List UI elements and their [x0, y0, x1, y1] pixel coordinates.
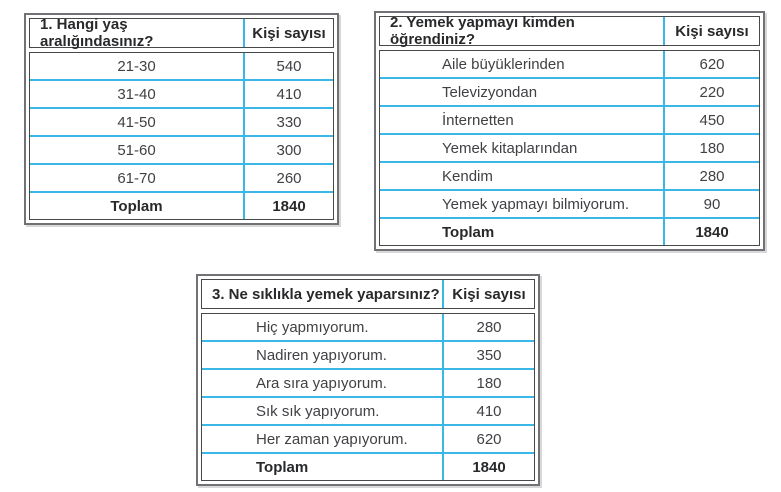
- row-label: 41-50: [117, 113, 156, 131]
- row-value: 350: [442, 342, 534, 368]
- table-row: [380, 161, 759, 189]
- table-header-row: [29, 18, 334, 48]
- row-label: 61-70: [117, 169, 156, 187]
- table-header-row: [379, 16, 760, 46]
- table-row: [202, 396, 534, 424]
- table-row: [30, 53, 333, 79]
- table-row: [202, 368, 534, 396]
- table-body: [201, 313, 535, 481]
- row-value: 330: [243, 109, 333, 135]
- total-row: [30, 191, 333, 219]
- row-value: 280: [442, 314, 534, 340]
- table-body: [379, 50, 760, 246]
- row-label: Nadiren yapıyorum.: [256, 346, 387, 364]
- row-label: 31-40: [117, 85, 156, 103]
- row-label: 21-30: [117, 57, 156, 75]
- row-value: 260: [243, 165, 333, 191]
- table-row: [380, 51, 759, 77]
- table-row: [30, 135, 333, 163]
- total-row: [202, 452, 534, 480]
- total-value: 1840: [663, 219, 759, 245]
- row-value: 180: [663, 135, 759, 161]
- row-value: 540: [243, 53, 333, 79]
- table-cooking-frequency: [196, 274, 540, 486]
- row-label: 51-60: [117, 141, 156, 159]
- row-label: Televizyondan: [442, 83, 538, 101]
- table-row: [202, 424, 534, 452]
- count-column-header: Kişi sayısı: [243, 19, 333, 47]
- row-value: 450: [663, 107, 759, 133]
- table-row: [380, 189, 759, 217]
- table-row: [380, 105, 759, 133]
- table-row: [30, 163, 333, 191]
- row-label: İnternetten: [442, 111, 514, 129]
- row-label: Sık sık yapıyorum.: [256, 402, 380, 420]
- total-label: Toplam: [110, 197, 163, 215]
- row-label: Her zaman yapıyorum.: [256, 430, 408, 448]
- table-title: 3. Ne sıklıkla yemek yaparsınız?: [212, 285, 440, 303]
- row-value: 300: [243, 137, 333, 163]
- total-label: Toplam: [256, 458, 309, 476]
- row-value: 220: [663, 79, 759, 105]
- table-row: [380, 77, 759, 105]
- table-row: [30, 79, 333, 107]
- table-row: [380, 133, 759, 161]
- row-label: Hiç yapmıyorum.: [256, 318, 369, 336]
- row-label: Kendim: [442, 167, 493, 185]
- row-value: 620: [442, 426, 534, 452]
- row-value: 90: [663, 191, 759, 217]
- row-value: 180: [442, 370, 534, 396]
- row-value: 280: [663, 163, 759, 189]
- table-title: 2. Yemek yapmayı kimden öğrendiniz?: [390, 14, 575, 48]
- table-body: [29, 52, 334, 220]
- count-column-header: Kişi sayısı: [442, 280, 534, 308]
- row-value: 410: [243, 81, 333, 107]
- row-label: Yemek yapmayı bilmiyorum.: [442, 195, 630, 213]
- row-value: 620: [663, 51, 759, 77]
- total-value: 1840: [442, 454, 534, 480]
- row-label: Yemek kitaplarından: [442, 139, 578, 157]
- table-title: 1. Hangi yaş aralığındasınız?: [40, 16, 154, 50]
- row-label: Aile büyüklerinden: [442, 55, 565, 73]
- table-header-row: [201, 279, 535, 309]
- table-age-range: [24, 13, 339, 225]
- total-value: 1840: [243, 193, 333, 219]
- total-label: Toplam: [442, 223, 495, 241]
- table-row: [30, 107, 333, 135]
- row-label: Ara sıra yapıyorum.: [256, 374, 387, 392]
- table-row: [202, 340, 534, 368]
- count-column-header: Kişi sayısı: [663, 17, 759, 45]
- row-value: 410: [442, 398, 534, 424]
- total-row: [380, 217, 759, 245]
- table-learned-from: [374, 11, 765, 251]
- table-row: [202, 314, 534, 340]
